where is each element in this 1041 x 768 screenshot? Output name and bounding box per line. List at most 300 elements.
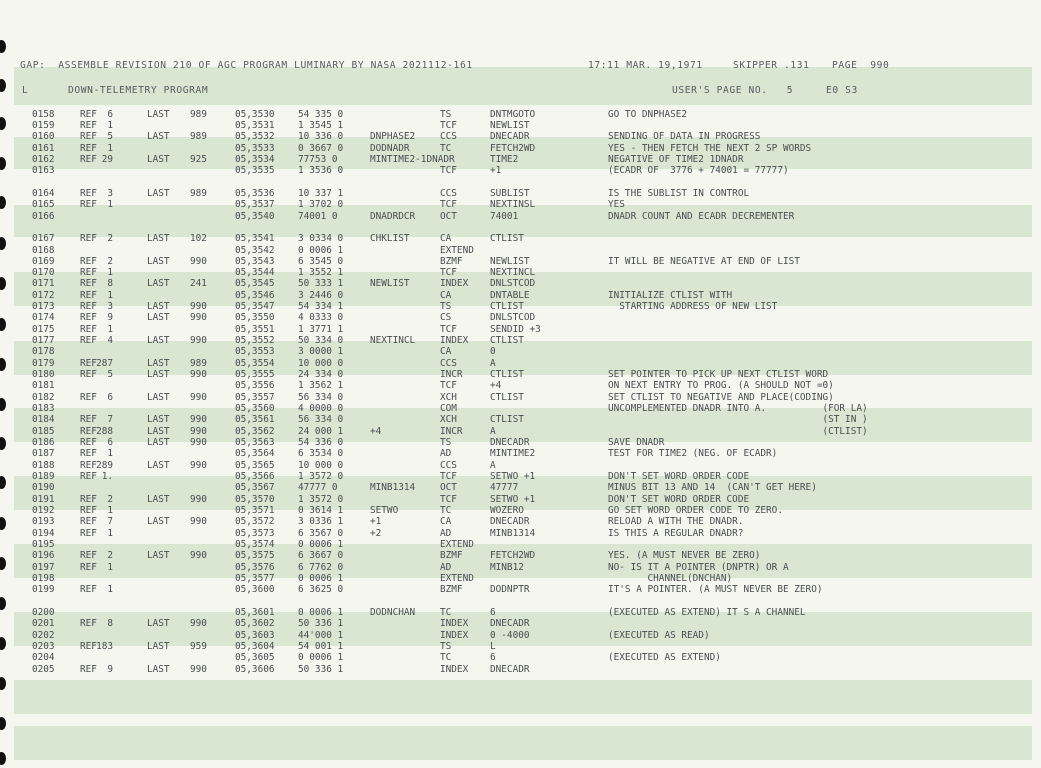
listing-row [0, 369, 1041, 380]
cell-last-keyword: LAST [147, 459, 170, 471]
cell-object-code: 1 3552 1 [298, 267, 344, 279]
listing-row [0, 312, 1041, 323]
cell-address: 05,3552 [235, 335, 275, 347]
cell-line-number: 0165 [32, 199, 55, 211]
listing-row [0, 380, 1041, 391]
listing-row [0, 448, 1041, 459]
cell-comment: (ECADR OF 3776 + 74001 = 77777) [608, 165, 789, 177]
cell-object-code: 4 0333 0 [298, 312, 344, 324]
cell-operand: CTLIST [490, 301, 524, 313]
cell-opcode: EXTEND [440, 539, 474, 550]
cell-last-keyword: LAST [147, 550, 170, 562]
cell-address: 05,3566 [235, 471, 275, 483]
cell-label: CHKLIST [370, 233, 410, 245]
cell-object-code: 54 336 0 [298, 437, 344, 449]
cell-comment: YES [608, 199, 625, 211]
cell-ref-count: 2 [107, 550, 113, 562]
cell-address: 05,3550 [235, 312, 275, 324]
cell-ref-count: 287 [96, 357, 113, 369]
cell-last-page: 925 [190, 153, 207, 165]
cell-line-number: 0193 [32, 516, 55, 528]
cell-label: SETWO [370, 505, 399, 517]
cell-ref-keyword: REF [80, 357, 97, 369]
cell-comment: IT WILL BE NEGATIVE AT END OF LIST [608, 255, 800, 267]
cell-line-number: 0158 [32, 108, 55, 120]
cell-line-number: 0171 [32, 278, 55, 290]
cell-line-number: 0195 [32, 539, 55, 550]
cell-last-page: 990 [190, 369, 207, 381]
cell-address: 05,3555 [235, 369, 275, 381]
cell-label: MINTIME2-1DNADR [370, 153, 455, 165]
cell-object-code: 1 3536 0 [298, 165, 344, 177]
cell-last-page: 990 [190, 618, 207, 630]
cell-last-page: 990 [190, 550, 207, 562]
cell-line-number: 0159 [32, 119, 55, 131]
cell-ref-count: 8 [107, 618, 113, 630]
cell-object-code: 1 3562 1 [298, 380, 344, 392]
cell-object-code: 47777 0 [298, 482, 338, 494]
cell-line-number: 0202 [32, 629, 55, 641]
cell-operand: DNECADR [490, 437, 530, 449]
cell-address: 05,3574 [235, 539, 275, 550]
cell-ref-count: 9 [107, 312, 113, 324]
cell-ref-count: 183 [96, 641, 113, 652]
cell-comment: NEGATIVE OF TIME2 1DNADR [608, 153, 744, 165]
cell-opcode: TCF [440, 380, 457, 392]
cell-line-number: 0181 [32, 380, 55, 392]
cell-ref-keyword: REF [80, 289, 97, 301]
cell-label: DNPHASE2 [370, 131, 416, 143]
listing-row [0, 618, 1041, 629]
cell-address: 05,3567 [235, 482, 275, 494]
cell-address: 05,3557 [235, 391, 275, 403]
cell-opcode: TS [440, 301, 452, 313]
cell-opcode: TC [440, 505, 452, 517]
cell-object-code: 1 3771 1 [298, 323, 344, 335]
cell-line-number: 0174 [32, 312, 55, 324]
cell-ref-keyword: REF [80, 255, 97, 267]
cell-object-code: 1 3702 0 [298, 199, 344, 211]
listing-row [0, 596, 1041, 607]
cell-opcode: INDEX [440, 278, 469, 290]
cell-address: 05,3575 [235, 550, 275, 562]
cell-address: 05,3604 [235, 641, 275, 652]
cell-last-page: 989 [190, 187, 207, 199]
cell-line-number: 0164 [32, 187, 55, 199]
cell-object-code: 0 3614 1 [298, 505, 344, 517]
cell-address: 05,3534 [235, 153, 275, 165]
listing-row [0, 120, 1041, 131]
listing-row [0, 165, 1041, 176]
listing-row [0, 437, 1041, 448]
listing-row [0, 256, 1041, 267]
listing-row [0, 584, 1041, 595]
cell-ref-count: 2 [107, 233, 113, 245]
eo-code: E0 S3 [826, 85, 858, 96]
cell-opcode: AD [440, 527, 452, 539]
cell-address: 05,3537 [235, 199, 275, 211]
cell-ref-count: 1 [107, 323, 113, 335]
cell-comment: (EXECUTED AS EXTEND) [608, 652, 721, 664]
cell-address: 05,3541 [235, 233, 275, 245]
cell-ref-keyword: REF [80, 641, 97, 652]
cell-operand: A [490, 357, 496, 369]
listing-row [0, 188, 1041, 199]
cell-last-keyword: LAST [147, 663, 170, 675]
cell-line-number: 0177 [32, 335, 55, 347]
cell-opcode: CCS [440, 187, 457, 199]
cell-ref-keyword: REF [80, 391, 97, 403]
cell-line-number: 0163 [32, 165, 55, 177]
listing-row [0, 346, 1041, 357]
cell-line-number: 0204 [32, 652, 55, 664]
cell-line-number: 0189 [32, 471, 55, 483]
cell-line-number: 0178 [32, 346, 55, 358]
listing-row [0, 233, 1041, 244]
cell-line-number: 0200 [32, 607, 55, 618]
greenbar-stripe [14, 680, 1032, 714]
cell-operand: MINB1314 [490, 527, 536, 539]
cell-line-number: 0179 [32, 357, 55, 369]
cell-object-code: 44'000 1 [298, 629, 344, 641]
cell-last-keyword: LAST [147, 301, 170, 313]
cell-line-number: 0187 [32, 448, 55, 460]
cell-opcode: TS [440, 437, 452, 449]
cell-object-code: 50 336 1 [298, 663, 344, 675]
cell-object-code: 3 2446 0 [298, 289, 344, 301]
cell-last-keyword: LAST [147, 516, 170, 528]
cell-line-number: 0166 [32, 210, 55, 222]
cell-ref-count: 5 [107, 131, 113, 143]
listing-row [0, 414, 1041, 425]
listing-row [0, 324, 1041, 335]
listing-row [0, 494, 1041, 505]
cell-comment: SET POINTER TO PICK UP NEXT CTLIST WORD [608, 369, 829, 381]
cell-address: 05,3545 [235, 278, 275, 290]
cell-ref-keyword: REF [80, 278, 97, 290]
cell-address: 05,3572 [235, 516, 275, 528]
cell-object-code: 24 000 1 [298, 425, 344, 437]
cell-line-number: 0198 [32, 573, 55, 584]
cell-ref-count: 1 [107, 289, 113, 301]
cell-last-page: 990 [190, 516, 207, 528]
cell-object-code: 50 333 1 [298, 278, 344, 290]
cell-comment: SAVE DNADR [608, 437, 665, 449]
cell-address: 05,3553 [235, 346, 275, 358]
cell-opcode: TCF [440, 323, 457, 335]
listing-row [0, 652, 1041, 663]
cell-opcode: TS [440, 108, 452, 120]
cell-operand: L [490, 641, 496, 652]
feed-hole [0, 752, 6, 765]
cell-opcode: CA [440, 233, 452, 245]
cell-address: 05,3546 [235, 289, 275, 301]
cell-last-keyword: LAST [147, 437, 170, 449]
skipper-label: SKIPPER .131 [733, 60, 810, 71]
cell-label: +2 [370, 527, 382, 539]
listing-row [0, 550, 1041, 561]
cell-opcode: OCT [440, 210, 457, 222]
listing-row [0, 426, 1041, 437]
cell-operand: NEWLIST [490, 255, 530, 267]
listing-row [0, 528, 1041, 539]
cell-ref-count: 6 [107, 391, 113, 403]
cell-ref-keyword: REF [80, 142, 97, 154]
cell-opcode: INDEX [440, 618, 469, 630]
listing-row [0, 109, 1041, 120]
cell-ref-keyword: REF [80, 527, 97, 539]
cell-opcode: TCF [440, 119, 457, 131]
listing-row [0, 392, 1041, 403]
cell-last-page: 990 [190, 425, 207, 437]
cell-ref-count: 1 [107, 527, 113, 539]
feed-hole [0, 40, 6, 53]
cell-comment: (EXECUTED AS EXTEND) IT S A CHANNEL [608, 607, 806, 618]
cell-ref-keyword: REF [80, 414, 97, 426]
cell-last-page: 990 [190, 414, 207, 426]
cell-last-keyword: LAST [147, 233, 170, 245]
cell-last-page: 990 [190, 335, 207, 347]
cell-operand: SETWO +1 [490, 493, 536, 505]
cell-label: NEXTINCL [370, 335, 416, 347]
cell-operand: DNECADR [490, 618, 530, 630]
cell-line-number: 0167 [32, 233, 55, 245]
cell-object-code: 77753 0 [298, 153, 338, 165]
cell-last-page: 990 [190, 255, 207, 267]
listing-row [0, 177, 1041, 188]
cell-ref-keyword: REF [80, 550, 97, 562]
cell-operand: DNTMGOTO [490, 108, 536, 120]
cell-ref-count: 1. [101, 471, 113, 483]
cell-operand: 47777 [490, 482, 519, 494]
cell-opcode: INDEX [440, 629, 469, 641]
cell-line-number: 0168 [32, 244, 55, 256]
cell-comment: SENDING OF DATA IN PROGRESS [608, 131, 761, 143]
cell-address: 05,3562 [235, 425, 275, 437]
cell-operand: +1 [490, 165, 502, 177]
cell-operand: 0 [490, 346, 496, 358]
cell-ref-count: 8 [107, 278, 113, 290]
cell-address: 05,3565 [235, 459, 275, 471]
cell-object-code: 0 0006 1 [298, 607, 344, 618]
cell-ref-keyword: REF [80, 131, 97, 143]
cell-operand: NEXTINCL [490, 267, 536, 279]
cell-ref-count: 3 [107, 187, 113, 199]
cell-operand: DNLSTCOD [490, 312, 536, 324]
feed-hole [0, 677, 6, 690]
cell-operand: 74001 [490, 210, 519, 222]
cell-ref-keyword: REF [80, 505, 97, 517]
cell-ref-count: 9 [107, 663, 113, 675]
cell-ref-keyword: REF [80, 437, 97, 449]
cell-line-number: 0162 [32, 153, 55, 165]
cell-opcode: CA [440, 346, 452, 358]
cell-comment: (ST IN ) [608, 414, 868, 426]
cell-last-keyword: LAST [147, 618, 170, 630]
cell-address: 05,3556 [235, 380, 275, 392]
cell-opcode: INDEX [440, 335, 469, 347]
print-timestamp: 17:11 MAR. 19,1971 [588, 60, 703, 71]
cell-last-page: 989 [190, 108, 207, 120]
cell-operand: DNECADR [490, 516, 530, 528]
cell-opcode: XCH [440, 414, 457, 426]
cell-comment: STARTING ADDRESS OF NEW LIST [608, 301, 778, 313]
cell-object-code: 56 334 0 [298, 414, 344, 426]
cell-ref-count: 4 [107, 335, 113, 347]
cell-last-page: 990 [190, 312, 207, 324]
cell-operand: CTLIST [490, 335, 524, 347]
cell-object-code: 10 336 0 [298, 131, 344, 143]
cell-opcode: INCR [440, 425, 463, 437]
cell-object-code: 1 3572 0 [298, 471, 344, 483]
cell-ref-keyword: REF [80, 425, 97, 437]
cell-address: 05,3577 [235, 573, 275, 584]
cell-address: 05,3536 [235, 187, 275, 199]
cell-address: 05,3531 [235, 119, 275, 131]
cell-line-number: 0196 [32, 550, 55, 562]
cell-address: 05,3561 [235, 414, 275, 426]
cell-address: 05,3530 [235, 108, 275, 120]
cell-line-number: 0190 [32, 482, 55, 494]
listing-row [0, 358, 1041, 369]
cell-object-code: 4 0000 0 [298, 403, 344, 415]
cell-line-number: 0180 [32, 369, 55, 381]
cell-operand: A [490, 425, 496, 437]
cell-operand: DNLSTCOD [490, 278, 536, 290]
cell-object-code: 54 001 1 [298, 641, 344, 652]
listing-row [0, 539, 1041, 550]
cell-ref-keyword: REF [80, 471, 97, 483]
cell-label: NEWLIST [370, 278, 410, 290]
cell-last-keyword: LAST [147, 391, 170, 403]
cell-line-number: 0184 [32, 414, 55, 426]
cell-operand: MINTIME2 [490, 448, 536, 460]
greenbar-stripe [14, 726, 1032, 760]
cell-comment: GO SET WORD ORDER CODE TO ZERO. [608, 505, 783, 517]
cell-operand: SENDID +3 [490, 323, 541, 335]
cell-address: 05,3560 [235, 403, 275, 415]
cell-opcode: BZMF [440, 550, 463, 562]
cell-address: 05,3540 [235, 210, 275, 222]
cell-ref-count: 5 [107, 369, 113, 381]
cell-object-code: 3 0336 1 [298, 516, 344, 528]
cell-ref-count: 1 [107, 267, 113, 279]
cell-operand: CTLIST [490, 391, 524, 403]
cell-object-code: 50 336 1 [298, 618, 344, 630]
cell-last-keyword: LAST [147, 414, 170, 426]
cell-opcode: TC [440, 652, 452, 664]
cell-object-code: 1 3572 0 [298, 493, 344, 505]
cell-address: 05,3571 [235, 505, 275, 517]
cell-object-code: 0 3667 0 [298, 142, 344, 154]
cell-operand: CTLIST [490, 414, 524, 426]
cell-ref-count: 6 [107, 108, 113, 120]
listing-row [0, 154, 1041, 165]
cell-opcode: TS [440, 641, 452, 652]
cell-opcode: CS [440, 312, 452, 324]
cell-last-keyword: LAST [147, 493, 170, 505]
cell-ref-keyword: REF [80, 663, 97, 675]
cell-last-keyword: LAST [147, 335, 170, 347]
cell-last-page: 990 [190, 663, 207, 675]
cell-operand: 0 -4000 [490, 629, 530, 641]
cell-ref-count: 1 [107, 119, 113, 131]
cell-operand: +4 [490, 380, 502, 392]
cell-last-page: 990 [190, 391, 207, 403]
cell-operand: NEWLIST [490, 119, 530, 131]
cell-last-page: 989 [190, 357, 207, 369]
cell-line-number: 0197 [32, 561, 55, 573]
cell-line-number: 0199 [32, 584, 55, 596]
cell-address: 05,3570 [235, 493, 275, 505]
cell-address: 05,3602 [235, 618, 275, 630]
listing-row [0, 630, 1041, 641]
cell-object-code: 3 0334 0 [298, 233, 344, 245]
cell-comment: TEST FOR TIME2 (NEG. OF ECADR) [608, 448, 778, 460]
cell-address: 05,3554 [235, 357, 275, 369]
cell-comment: YES - THEN FETCH THE NEXT 2 SP WORDS [608, 142, 812, 154]
cell-opcode: TCF [440, 493, 457, 505]
assembly-title: GAP: ASSEMBLE REVISION 210 OF AGC PROGRAM LUMINARY BY NASA 2021112-161 [20, 60, 473, 71]
cell-opcode: TCF [440, 165, 457, 177]
cell-last-page: 990 [190, 459, 207, 471]
cell-ref-count: 1 [107, 505, 113, 517]
cell-last-page: 990 [190, 437, 207, 449]
cell-operand: SETWO +1 [490, 471, 536, 483]
cell-opcode: CA [440, 289, 452, 301]
cell-address: 05,3547 [235, 301, 275, 313]
cell-opcode: EXTEND [440, 573, 474, 584]
cell-last-keyword: LAST [147, 369, 170, 381]
cell-line-number: 0201 [32, 618, 55, 630]
listing-row [0, 573, 1041, 584]
cell-line-number: 0173 [32, 301, 55, 313]
cell-address: 05,3603 [235, 629, 275, 641]
cell-ref-keyword: REF [80, 516, 97, 528]
cell-object-code: 74001 0 [298, 210, 338, 222]
cell-comment: CHANNEL(DNCHAN) [608, 573, 733, 584]
cell-ref-keyword: REF [80, 199, 97, 211]
cell-opcode: TCF [440, 199, 457, 211]
listing-row [0, 607, 1041, 618]
cell-ref-keyword: REF [80, 153, 97, 165]
cell-object-code: 6 7762 0 [298, 561, 344, 573]
listing-row [0, 516, 1041, 527]
feed-hole [0, 79, 6, 92]
cell-line-number: 0203 [32, 641, 55, 652]
cell-operand: FETCH2WD [490, 142, 536, 154]
cell-ref-keyword: REF [80, 108, 97, 120]
cell-ref-count: 2 [107, 493, 113, 505]
cell-opcode: AD [440, 448, 452, 460]
cell-line-number: 0186 [32, 437, 55, 449]
cell-opcode: OCT [440, 482, 457, 494]
cell-last-page: 989 [190, 131, 207, 143]
cell-last-page: 959 [190, 641, 207, 652]
cell-object-code: 50 334 0 [298, 335, 344, 347]
listing-row [0, 199, 1041, 210]
cell-line-number: 0169 [32, 255, 55, 267]
cell-comment: IS THE SUBLIST IN CONTROL [608, 187, 750, 199]
cell-ref-count: 1 [107, 199, 113, 211]
cell-ref-count: 3 [107, 301, 113, 313]
listing-row [0, 211, 1041, 222]
cell-operand: WOZERO [490, 505, 524, 517]
cell-opcode: CCS [440, 131, 457, 143]
cell-object-code: 6 3534 0 [298, 448, 344, 460]
cell-address: 05,3532 [235, 131, 275, 143]
cell-comment: (CTLIST) [608, 425, 868, 437]
